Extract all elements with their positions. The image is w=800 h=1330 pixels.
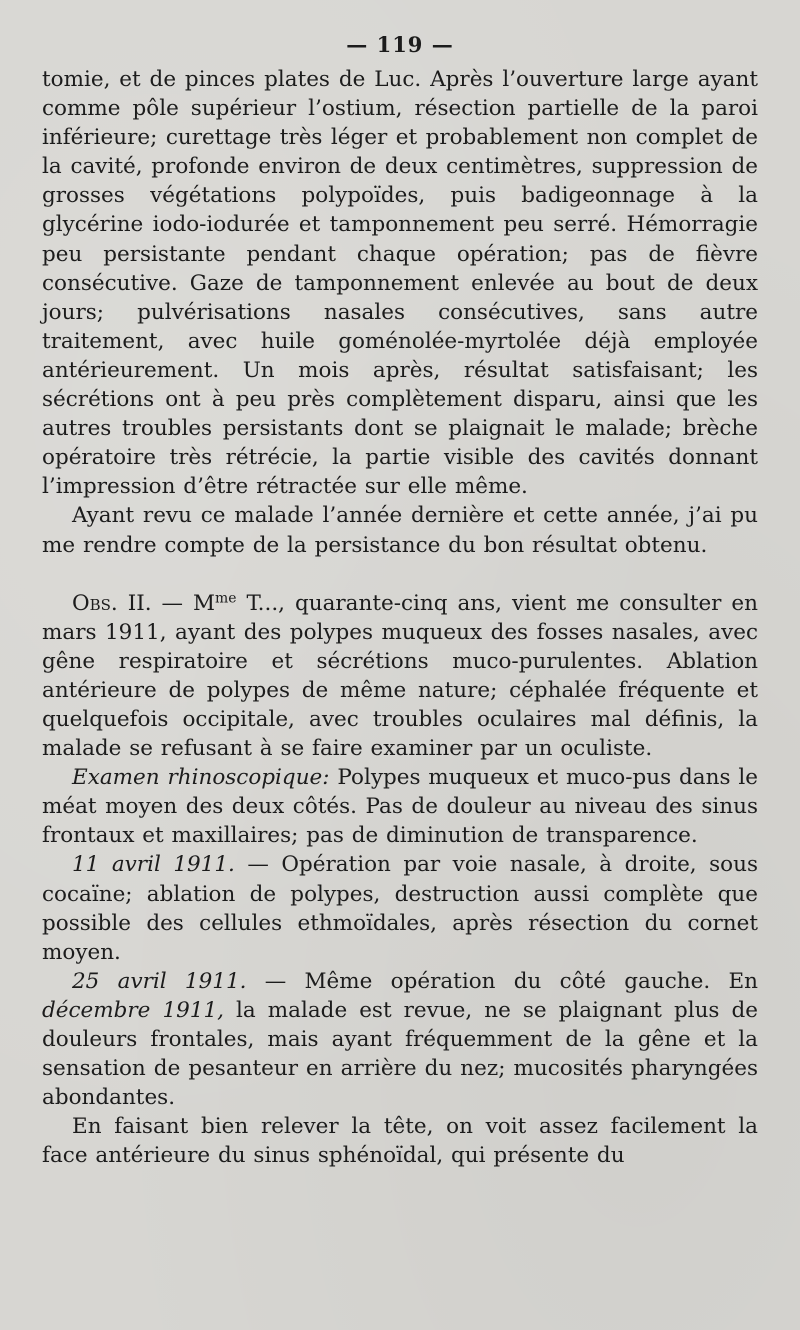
paragraph-continuation: tomie, et de pinces plates de Luc. Après l’ouverture large ayant comme pôle supérieur l’ostium, résection partielle de la paroi inférieure; curettage très léger et probablement non complet de la cavité, profonde environ de deux centimètres, suppression de grosses végétations polypoïdes, puis badigeonnage à la glycérine iodo-iodurée et tamponnement peu serré. Hémorragie peu persistante pendant chaque opération; pas de fièvre consécutive. Gaze de tamponnement enlevée au bout de deux jours; pulvérisations nasales consécutives, sans autre traitement, avec huile goménolée-myrtolée déjà employée antérieurement. Un mois après, résultat satisfaisant; les sécrétions ont à peu près complètement disparu, ainsi que les autres troubles persistants dont se plaignait le malade; brèche opératoire très rétrécie, la partie visible des cavités donnant l’impression d’être rétractée sur elle même. — [42, 67, 758, 500]
observation-label: Obs. II. — [72, 590, 152, 616]
april-25-text-2: la malade est revue, ne se plaignant plus de douleurs frontales, mais ayant fréquemment de la gêne et la sensation de pesanteur en arrière du nez; mucosités pharyngées abondantes. — [42, 997, 758, 1111]
page-number: — 119 — — [346, 32, 454, 57]
paragraph-final: En faisant bien relever la tête, on voit assez facilement la face antérieure du sinus sphénoïdal, qui présente du — [42, 1114, 758, 1169]
date-december-1911: décembre 1911, — [42, 997, 224, 1023]
paragraph-examination — [42, 763, 758, 850]
date-april-11: 11 avril 1911. — [72, 852, 235, 878]
paragraph-observation-2 — [42, 589, 758, 764]
april-25-text-1: — Même opération du côté gauche. En — [246, 968, 758, 994]
date-april-25: 25 avril 1911. — [72, 968, 247, 994]
observation-superscript: me — [215, 589, 237, 606]
observation-dash: — M — [151, 590, 215, 616]
april-11-text: — Opération par voie nasale, à droite, sous cocaïne; ablation de polypes, destruction aussi complète que possible des cellules ethmoïdales, après résection du cornet moyen. — [42, 852, 758, 965]
paragraph-april-11 — [42, 850, 758, 966]
paragraph-april-25 — [42, 967, 758, 1112]
paragraph-revisit: Ayant revu ce malade l’année dernière et cette année, j’ai pu me rendre compte de la persistance du bon résultat obtenu. — [42, 503, 758, 558]
examination-label: Examen rhinoscopique: — [72, 765, 330, 791]
observation-text: T..., quarante-cinq ans, vient me consulter en mars 1911, ayant des polypes muqueux des fosses nasales, avec gêne respiratoire et sécrétions muco-purulentes. Ablation antérieure de polypes de même nature; céphalée fréquente et quelquefois occipitale, avec troubles oculaires mal définis, la malade se refusant à se faire examiner par un oculiste. — [42, 590, 758, 762]
examination-text: Polypes muqueux et muco-pus dans le méat moyen des deux côtés. Pas de douleur au niveau des sinus frontaux et maxillaires; pas de diminution de transparence. — [42, 765, 758, 849]
